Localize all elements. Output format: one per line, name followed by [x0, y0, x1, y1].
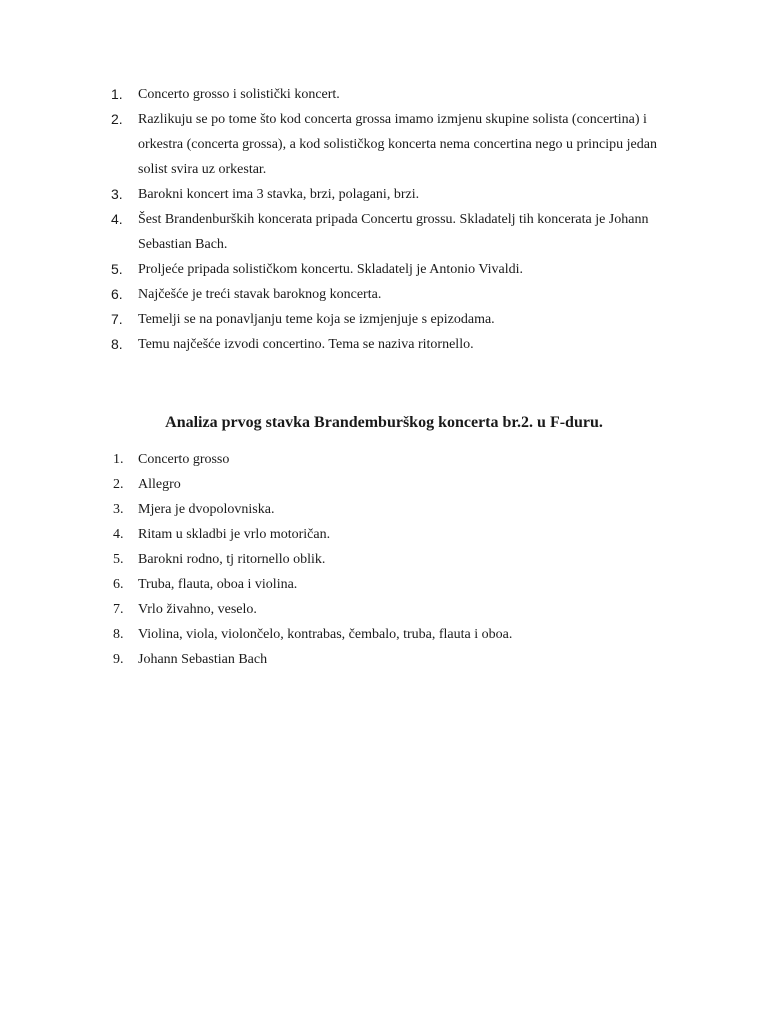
list-item-text: Concerto grosso i solistički koncert. — [138, 87, 340, 102]
list-item-text: Temelji se na ponavljanju teme koja se izmjenjuje s epizodama. — [138, 312, 495, 327]
list-item — [0, 597, 768, 622]
list-item-number: 6. — [113, 577, 124, 592]
list-item-text: Mjera je dvopolovniska. — [138, 502, 275, 517]
list-item-number: 3. — [113, 502, 124, 517]
list-item-text: Šest Brandenburških koncerata pripada Concertu grossu. Skladatelj tih koncerata je Johann Sebastian Bach. — [138, 212, 649, 252]
list-item-number: 7. — [111, 311, 123, 327]
list-item-text: Violina, viola, violončelo, kontrabas, čembalo, truba, flauta i oboa. — [138, 627, 513, 642]
list-item-text: Barokni rodno, tj ritornello oblik. — [138, 552, 326, 567]
list-item-text: Allegro — [138, 477, 181, 492]
list-item — [0, 472, 768, 497]
list-item-text: Johann Sebastian Bach — [138, 652, 268, 667]
list-item — [0, 497, 768, 522]
list-item-number: 2. — [113, 477, 124, 492]
list-item-number: 4. — [111, 211, 123, 227]
list-item — [0, 622, 768, 647]
list-item — [0, 282, 768, 307]
list-item — [0, 82, 768, 107]
list-item-number: 1. — [113, 452, 124, 467]
list-item-number: 9. — [113, 652, 124, 667]
list-item-text: Vrlo živahno, veselo. — [138, 602, 257, 617]
analysis-list — [0, 447, 768, 672]
list-item — [0, 182, 768, 207]
list-item-text: Ritam u skladbi je vrlo motoričan. — [138, 527, 331, 542]
list-item-number: 1. — [111, 86, 123, 102]
list-item — [0, 307, 768, 332]
list-item-number: 8. — [111, 336, 123, 352]
list-item-number: 8. — [113, 627, 124, 642]
list-item-number: 3. — [111, 186, 123, 202]
list-item — [0, 647, 768, 672]
list-item-number: 5. — [113, 552, 124, 567]
list-item-number: 4. — [113, 527, 124, 542]
list-item-text: Proljeće pripada solističkom koncertu. Skladatelj je Antonio Vivaldi. — [138, 262, 523, 277]
list-item-text: Razlikuju se po tome što kod concerta grossa imamo izmjenu skupine solista (concertina) i orkestra (concerta grossa), a kod solističkog koncerta nema concertina nego u principu jedan solist svira uz orkestar. — [138, 112, 657, 177]
list-item — [0, 572, 768, 597]
answers-list — [0, 82, 768, 357]
list-item — [0, 447, 768, 472]
list-item-number: 7. — [113, 602, 124, 617]
list-item-text: Truba, flauta, oboa i violina. — [138, 577, 298, 592]
list-item-text: Temu najčešće izvodi concertino. Tema se naziva ritornello. — [138, 337, 474, 352]
list-item — [0, 107, 768, 182]
list-item — [0, 257, 768, 282]
list-item-number: 6. — [111, 286, 123, 302]
list-item — [0, 522, 768, 547]
list-item-number: 2. — [111, 111, 123, 127]
list-item-number: 5. — [111, 261, 123, 277]
list-item — [0, 547, 768, 572]
list-item-text: Barokni koncert ima 3 stavka, brzi, polagani, brzi. — [138, 187, 420, 202]
list-item — [0, 332, 768, 357]
list-item-text: Najčešće je treći stavak baroknog koncerta. — [138, 287, 382, 302]
list-item — [0, 207, 768, 257]
list-item-text: Concerto grosso — [138, 452, 230, 467]
section-heading: Analiza prvog stavka Brandemburškog koncerta br.2. u F-duru. — [165, 414, 603, 431]
